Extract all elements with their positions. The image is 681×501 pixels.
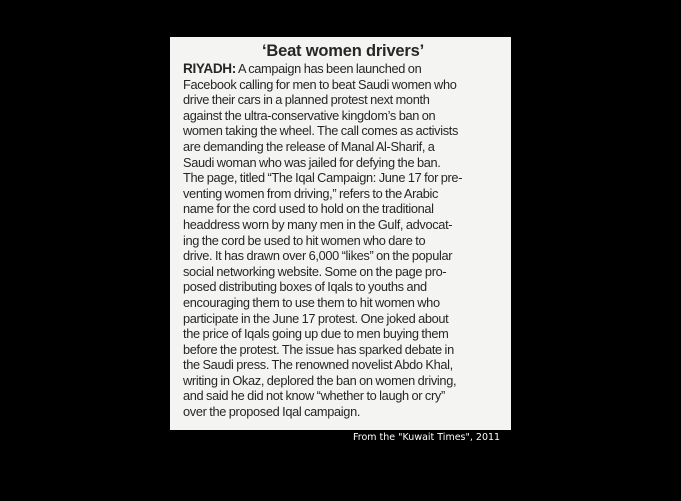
article-line: encouraging them to use them to hit women who	[183, 294, 440, 310]
article-body	[183, 61, 503, 420]
article-line: before the protest. The issue has sparked debate in	[183, 341, 454, 357]
article-line: are demanding the release of Manal Al-Sharif, a	[183, 138, 435, 154]
article-headline: ‘Beat women drivers’	[262, 42, 424, 60]
article-line: ing the cord be used to hit women who dare to	[183, 232, 426, 248]
article-line: The page, titled “The Iqal Campaign: June 17 for pre-	[183, 170, 463, 186]
source-caption: From the "Kuwait Times", 2011	[353, 432, 501, 443]
article-line: drive their cars in a planned protest next month	[183, 92, 430, 108]
article-line: posed distributing boxes of Iqals to youths and	[183, 279, 427, 295]
article-line: RIYADH: A campaign has been launched on	[183, 60, 422, 76]
article-line: Saudi woman who was jailed for defying the ban.	[183, 154, 441, 170]
article-line: Facebook calling for men to beat Saudi women who	[183, 76, 457, 92]
article-line: name for the cord used to hold on the traditional	[183, 201, 434, 217]
article-line: over the proposed Iqal campaign.	[183, 404, 361, 420]
article-line: against the ultra-conservative kingdom’s ban on	[183, 107, 436, 123]
article-line: venting women from driving,” refers to the Arabic	[183, 185, 439, 201]
article-line: social networking website. Some on the page pro-	[183, 263, 447, 279]
article-line: the Saudi press. The renowned novelist Abdo Khal,	[183, 357, 453, 373]
article-line: the price of Iqals going up due to men buying them	[183, 326, 449, 342]
article-line: headdress worn by many men in the Gulf, advocat-	[183, 216, 453, 232]
article-line: and said he did not know “whether to laugh or cry”	[183, 388, 445, 404]
article-line: women taking the wheel. The call comes as activists	[183, 123, 459, 139]
article-line: drive. It has drawn over 6,000 “likes” on the popular	[183, 248, 453, 264]
newspaper-clipping	[170, 37, 511, 430]
article-line: writing in Okaz, deplored the ban on women driving,	[183, 372, 457, 388]
article-line: participate in the June 17 protest. One joked about	[183, 310, 449, 326]
article-dateline: RIYADH:	[183, 60, 236, 76]
